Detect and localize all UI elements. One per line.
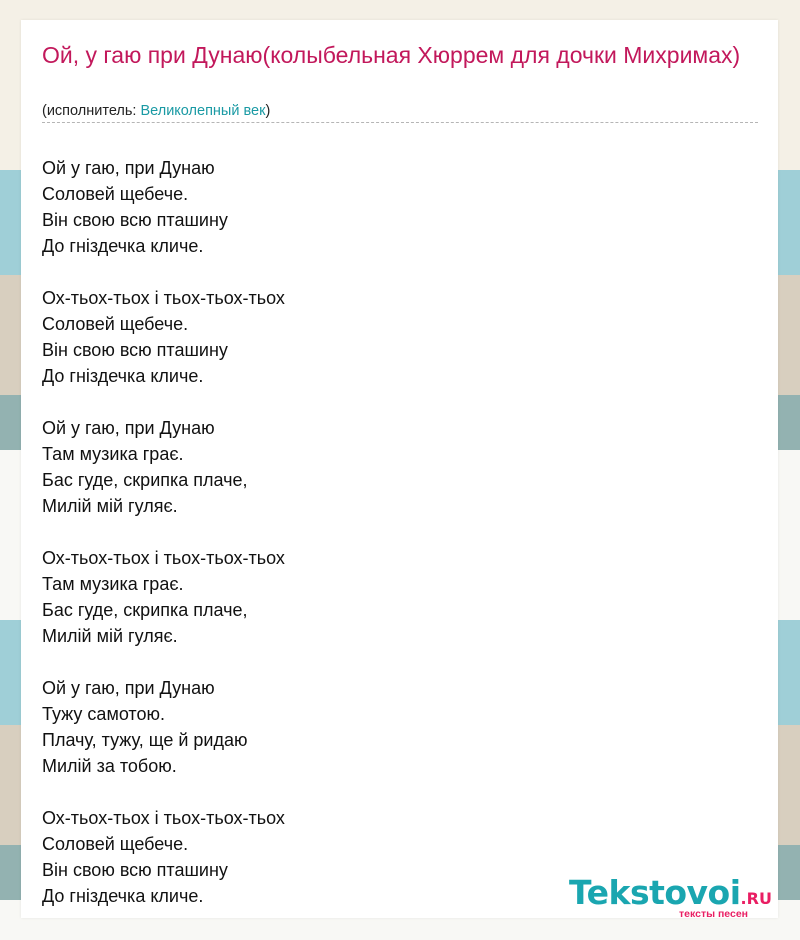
lyrics-line: До гніздечка кличе. [42,886,204,906]
lyrics-line: Там музика грає. [42,444,184,464]
lyrics-line: Він свою всю пташину [42,340,228,360]
lyrics-line: Милій мій гуляє. [42,626,178,646]
lyrics-line: Він свою всю пташину [42,860,228,880]
logo-tagline: тексты песен [679,908,749,920]
lyrics-line: Бас гуде, скрипка плаче, [42,600,248,620]
lyrics-line: До гніздечка кличе. [42,236,204,256]
lyrics-body [42,155,742,935]
lyrics-line: Ой у гаю, при Дунаю [42,418,215,438]
song-title: Ой, у гаю при Дунаю(колыбельная Хюррем для дочки Михримах) [42,42,741,68]
lyrics-stanza [42,285,742,389]
performer-prefix: (исполнитель: [42,103,141,119]
logo-main-text: Tekstovoi [569,873,741,912]
lyrics-line: Там музика грає. [42,574,184,594]
lyrics-line: Ой у гаю, при Дунаю [42,678,215,698]
lyrics-line: Бас гуде, скрипка плаче, [42,470,248,490]
lyrics-line: Ой у гаю, при Дунаю [42,158,215,178]
lyrics-line: Ох-тьох-тьох і тьох-тьох-тьох [42,808,285,828]
lyrics-card [21,20,778,918]
lyrics-line: Милій мій гуляє. [42,496,178,516]
site-logo[interactable] [569,873,775,919]
performer-link[interactable]: Великолепный век [140,103,266,119]
performer-suffix: ) [265,103,271,119]
lyrics-line: До гніздечка кличе. [42,366,204,386]
lyrics-line: Ох-тьох-тьох і тьох-тьох-тьох [42,288,285,308]
performer-line [42,103,758,123]
lyrics-line: Соловей щебече. [42,834,189,854]
lyrics-stanza [42,155,742,259]
lyrics-line: Ох-тьох-тьох і тьох-тьох-тьох [42,548,285,568]
lyrics-line: Тужу самотою. [42,704,165,724]
lyrics-line: Він свою всю пташину [42,210,228,230]
lyrics-line: Соловей щебече. [42,184,189,204]
lyrics-line: Милій за тобою. [42,756,177,776]
logo-tld: .RU [740,889,772,908]
lyrics-line: Соловей щебече. [42,314,189,334]
lyrics-stanza [42,415,742,519]
lyrics-stanza [42,545,742,649]
lyrics-line: Плачу, тужу, ще й ридаю [42,730,248,750]
lyrics-stanza [42,675,742,779]
